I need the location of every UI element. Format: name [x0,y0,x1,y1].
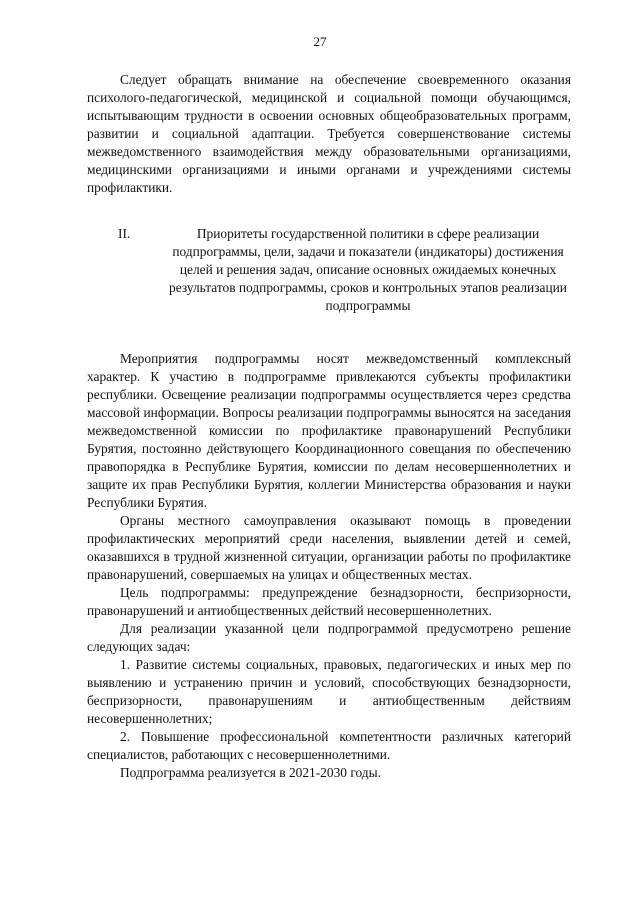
intro-paragraph: Следует обращать внимание на обеспечение своевременного оказания психолого-педагогической, медицинской и социальной помощи обучающимся, испытывающим трудности в освоении основных общеобразовательных программ, развитии и социальной адаптации. Требуется совершенствование системы межведомственного взаимодействия между образовательными организациями, медицинскими организациями и иными органами и учреждениями системы профилактики. [87,72,571,195]
section-heading [87,225,571,315]
paragraph-local-government: Органы местного самоуправления оказывают помощь в проведении профилактических мероприятий среди населения, выявлении детей и семей, оказавшихся в трудной жизненной ситуации, организации работы по профилактике правонарушений, совершаемых на улицах и общественных местах. [87,513,571,582]
paragraph-timeframe: Подпрограмма реализуется в 2021-2030 годы. [120,765,381,780]
section-body [87,350,571,782]
paragraph-activities: Мероприятия подпрограммы носят межведомственный комплексный характер. К участию в подпрограмме привлекаются субъекты профилактики республики. Освещение реализации подпрограммы осуществляется через средства массовой информации. Вопросы реализации подпрограммы выносятся на заседания межведомственной комиссии по профилактике правонарушений Республики Бурятия, постоянно действующего Координационного совещания по обеспечению правопорядка в Республике Бурятия, комиссии по делам несовершеннолетних и защите их прав Республики Бурятия, коллегии Министерства образования и науки Республики Бурятия. [87,351,571,510]
document-body [87,71,571,782]
paragraph-tasks-intro: Для реализации указанной цели подпрограммой предусмотрено решение следующих задач: [87,621,571,654]
section-number: II. [118,226,131,241]
task-item-1: 1. Развитие системы социальных, правовых, педагогических и иных мер по выявлению и устранению причин и условий, способствующих безнадзорности, беспризорности, правонарушениям и антиобщественным действиям несовершеннолетних; [87,657,571,726]
task-item-2: 2. Повышение профессиональной компетентности различных категорий специалистов, работающих с несовершеннолетними. [87,729,571,762]
page-number: 27 [313,34,327,49]
paragraph-goal: Цель подпрограммы: предупреждение безнадзорности, беспризорности, правонарушений и антиобщественных действий несовершеннолетних. [87,585,571,618]
section-title: Приоритеты государственной политики в сфере реализации подпрограммы, цели, задачи и показатели (индикаторы) достижения целей и решения задач, описание основных ожидаемых конечных результатов подпрограммы, сроков и контрольных этапов реализации подпрограммы [169,226,567,313]
